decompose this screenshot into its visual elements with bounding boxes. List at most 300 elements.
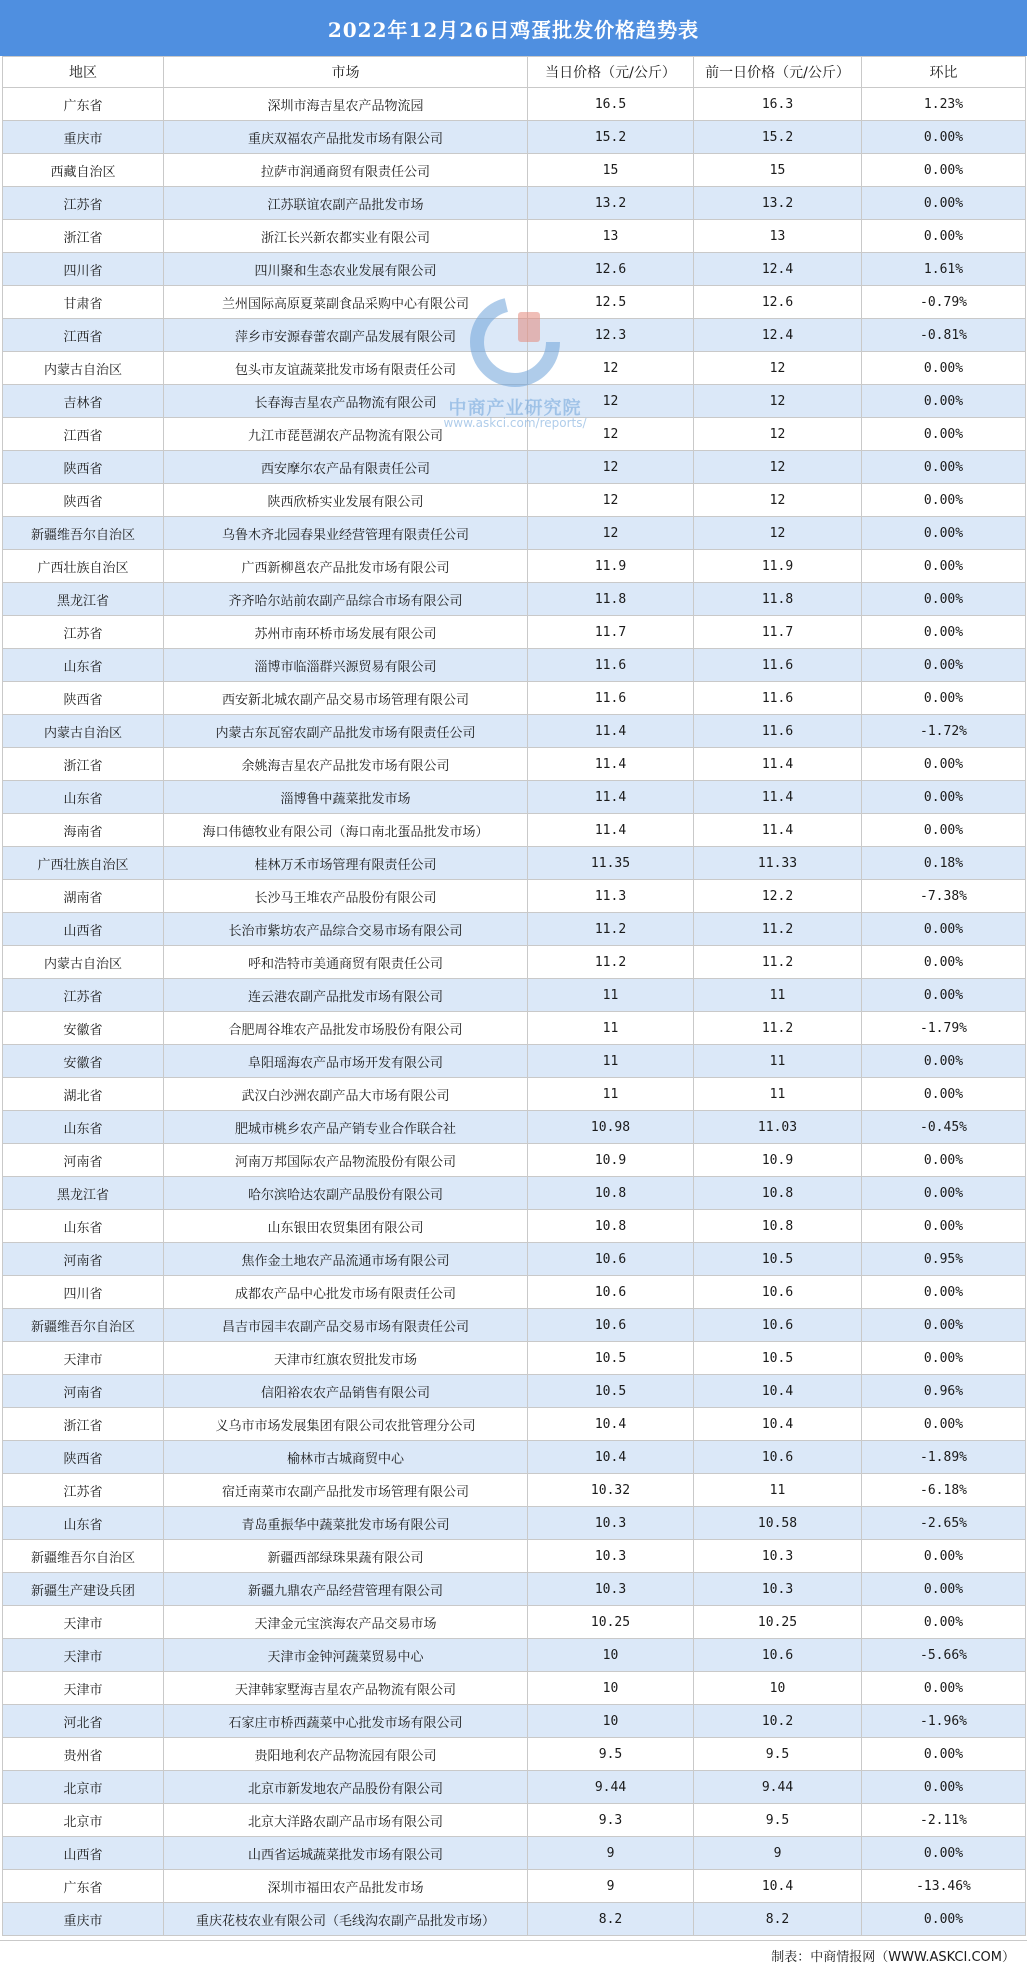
cell-market: 新疆西部绿珠果蔬有限公司 <box>164 1540 528 1573</box>
table-title: 2022年12月26日鸡蛋批发价格趋势表 <box>0 0 1027 56</box>
cell-ratio: 0.00% <box>862 1606 1026 1639</box>
cell-ratio: 0.18% <box>862 847 1026 880</box>
table-row <box>3 682 1026 715</box>
table-row <box>3 1210 1026 1243</box>
cell-ratio: 0.00% <box>862 1540 1026 1573</box>
cell-prev-price: 12 <box>694 385 862 418</box>
cell-market: 西安摩尔农产品有限责任公司 <box>164 451 528 484</box>
cell-market: 哈尔滨哈达农副产品股份有限公司 <box>164 1177 528 1210</box>
cell-region: 山东省 <box>3 1210 164 1243</box>
cell-ratio: 0.00% <box>862 154 1026 187</box>
cell-market: 内蒙古东瓦窑农副产品批发市场有限责任公司 <box>164 715 528 748</box>
table-row <box>3 880 1026 913</box>
cell-market: 陕西欣桥实业发展有限公司 <box>164 484 528 517</box>
cell-today-price: 9.44 <box>528 1771 694 1804</box>
table-row <box>3 517 1026 550</box>
cell-today-price: 12 <box>528 517 694 550</box>
cell-market: 西安新北城农副产品交易市场管理有限公司 <box>164 682 528 715</box>
cell-today-price: 10.32 <box>528 1474 694 1507</box>
cell-prev-price: 10.58 <box>694 1507 862 1540</box>
table-row <box>3 781 1026 814</box>
cell-ratio: -5.66% <box>862 1639 1026 1672</box>
table-row <box>3 1672 1026 1705</box>
cell-prev-price: 10.4 <box>694 1870 862 1903</box>
cell-ratio: 0.00% <box>862 1276 1026 1309</box>
cell-prev-price: 11.6 <box>694 715 862 748</box>
cell-region: 北京市 <box>3 1804 164 1837</box>
cell-today-price: 10.5 <box>528 1375 694 1408</box>
cell-today-price: 10.9 <box>528 1144 694 1177</box>
cell-region: 浙江省 <box>3 220 164 253</box>
table-row <box>3 979 1026 1012</box>
cell-today-price: 11 <box>528 1045 694 1078</box>
cell-ratio: -0.45% <box>862 1111 1026 1144</box>
cell-market: 武汉白沙洲农副产品大市场有限公司 <box>164 1078 528 1111</box>
table-row <box>3 1804 1026 1837</box>
cell-prev-price: 13 <box>694 220 862 253</box>
table-row <box>3 1276 1026 1309</box>
cell-today-price: 12 <box>528 484 694 517</box>
cell-market: 海口伟德牧业有限公司（海口南北蛋品批发市场） <box>164 814 528 847</box>
cell-region: 广西壮族自治区 <box>3 847 164 880</box>
cell-today-price: 9.3 <box>528 1804 694 1837</box>
cell-today-price: 9 <box>528 1837 694 1870</box>
cell-market: 北京市新发地农产品股份有限公司 <box>164 1771 528 1804</box>
cell-region: 陕西省 <box>3 484 164 517</box>
cell-prev-price: 10.4 <box>694 1408 862 1441</box>
cell-region: 天津市 <box>3 1672 164 1705</box>
cell-ratio: 0.00% <box>862 946 1026 979</box>
cell-ratio: 0.00% <box>862 418 1026 451</box>
cell-market: 新疆九鼎农产品经营管理有限公司 <box>164 1573 528 1606</box>
cell-region: 安徽省 <box>3 1012 164 1045</box>
cell-region: 吉林省 <box>3 385 164 418</box>
table-row <box>3 1474 1026 1507</box>
cell-market: 九江市琵琶湖农产品物流有限公司 <box>164 418 528 451</box>
cell-region: 新疆维吾尔自治区 <box>3 1309 164 1342</box>
cell-today-price: 10.4 <box>528 1408 694 1441</box>
cell-prev-price: 12.6 <box>694 286 862 319</box>
cell-market: 苏州市南环桥市场发展有限公司 <box>164 616 528 649</box>
cell-today-price: 11 <box>528 1078 694 1111</box>
table-row <box>3 1705 1026 1738</box>
cell-ratio: 0.00% <box>862 517 1026 550</box>
cell-ratio: -0.79% <box>862 286 1026 319</box>
cell-region: 江苏省 <box>3 187 164 220</box>
cell-prev-price: 10 <box>694 1672 862 1705</box>
cell-prev-price: 8.2 <box>694 1903 862 1936</box>
table-row <box>3 1375 1026 1408</box>
cell-prev-price: 12.4 <box>694 319 862 352</box>
table-row <box>3 1177 1026 1210</box>
cell-prev-price: 11.4 <box>694 748 862 781</box>
cell-today-price: 11.6 <box>528 649 694 682</box>
cell-market: 重庆双福农产品批发市场有限公司 <box>164 121 528 154</box>
table-row <box>3 253 1026 286</box>
cell-today-price: 11.3 <box>528 880 694 913</box>
cell-ratio: 0.00% <box>862 1672 1026 1705</box>
cell-ratio: 0.00% <box>862 352 1026 385</box>
cell-prev-price: 11 <box>694 1474 862 1507</box>
cell-market: 山东银田农贸集团有限公司 <box>164 1210 528 1243</box>
cell-ratio: -1.79% <box>862 1012 1026 1045</box>
cell-region: 天津市 <box>3 1606 164 1639</box>
cell-region: 陕西省 <box>3 1441 164 1474</box>
cell-market: 拉萨市润通商贸有限责任公司 <box>164 154 528 187</box>
cell-region: 江西省 <box>3 418 164 451</box>
cell-today-price: 15 <box>528 154 694 187</box>
cell-prev-price: 12.4 <box>694 253 862 286</box>
cell-prev-price: 11.2 <box>694 1012 862 1045</box>
cell-today-price: 12.5 <box>528 286 694 319</box>
cell-prev-price: 13.2 <box>694 187 862 220</box>
header-prev-price: 前一日价格（元/公斤） <box>694 57 862 88</box>
cell-ratio: 0.96% <box>862 1375 1026 1408</box>
cell-market: 长沙马王堆农产品股份有限公司 <box>164 880 528 913</box>
cell-region: 新疆生产建设兵团 <box>3 1573 164 1606</box>
cell-today-price: 10.6 <box>528 1276 694 1309</box>
cell-ratio: 0.00% <box>862 1408 1026 1441</box>
cell-prev-price: 9.44 <box>694 1771 862 1804</box>
cell-market: 肥城市桃乡农产品产销专业合作联合社 <box>164 1111 528 1144</box>
price-table-container <box>2 56 1025 1936</box>
cell-region: 西藏自治区 <box>3 154 164 187</box>
cell-ratio: 0.00% <box>862 913 1026 946</box>
cell-today-price: 10.25 <box>528 1606 694 1639</box>
cell-region: 山东省 <box>3 781 164 814</box>
cell-market: 萍乡市安源春蕾农副产品发展有限公司 <box>164 319 528 352</box>
table-row <box>3 1639 1026 1672</box>
cell-today-price: 11.4 <box>528 715 694 748</box>
cell-market: 贵阳地利农产品物流园有限公司 <box>164 1738 528 1771</box>
cell-region: 广东省 <box>3 88 164 121</box>
cell-region: 四川省 <box>3 253 164 286</box>
table-header-row <box>3 57 1026 88</box>
cell-today-price: 11.9 <box>528 550 694 583</box>
table-row <box>3 1573 1026 1606</box>
table-row <box>3 847 1026 880</box>
cell-ratio: -6.18% <box>862 1474 1026 1507</box>
table-row <box>3 715 1026 748</box>
cell-prev-price: 11.4 <box>694 781 862 814</box>
cell-prev-price: 10.8 <box>694 1177 862 1210</box>
table-row <box>3 1111 1026 1144</box>
cell-today-price: 10.3 <box>528 1573 694 1606</box>
cell-region: 内蒙古自治区 <box>3 715 164 748</box>
cell-prev-price: 11.4 <box>694 814 862 847</box>
cell-today-price: 11 <box>528 979 694 1012</box>
cell-ratio: 0.00% <box>862 583 1026 616</box>
cell-prev-price: 11 <box>694 1078 862 1111</box>
cell-region: 安徽省 <box>3 1045 164 1078</box>
cell-today-price: 10.6 <box>528 1309 694 1342</box>
watermark-url: www.askci.com/reports/ <box>443 416 587 430</box>
cell-market: 合肥周谷堆农产品批发市场股份有限公司 <box>164 1012 528 1045</box>
header-today-price: 当日价格（元/公斤） <box>528 57 694 88</box>
cell-prev-price: 11 <box>694 979 862 1012</box>
cell-prev-price: 11.03 <box>694 1111 862 1144</box>
cell-today-price: 10.4 <box>528 1441 694 1474</box>
table-row <box>3 550 1026 583</box>
cell-market: 重庆花枝农业有限公司（毛线沟农副产品批发市场） <box>164 1903 528 1936</box>
cell-region: 广西壮族自治区 <box>3 550 164 583</box>
cell-prev-price: 10.25 <box>694 1606 862 1639</box>
cell-market: 天津韩家墅海吉星农产品物流有限公司 <box>164 1672 528 1705</box>
cell-region: 河南省 <box>3 1375 164 1408</box>
cell-market: 连云港农副产品批发市场有限公司 <box>164 979 528 1012</box>
cell-market: 乌鲁木齐北园春果业经营管理有限责任公司 <box>164 517 528 550</box>
cell-region: 广东省 <box>3 1870 164 1903</box>
cell-today-price: 11.4 <box>528 814 694 847</box>
cell-today-price: 10.5 <box>528 1342 694 1375</box>
cell-today-price: 10 <box>528 1639 694 1672</box>
cell-ratio: 0.95% <box>862 1243 1026 1276</box>
cell-today-price: 10 <box>528 1705 694 1738</box>
cell-region: 重庆市 <box>3 121 164 154</box>
cell-region: 河南省 <box>3 1144 164 1177</box>
cell-prev-price: 10.2 <box>694 1705 862 1738</box>
cell-prev-price: 10.6 <box>694 1639 862 1672</box>
cell-market: 河南万邦国际农产品物流股份有限公司 <box>164 1144 528 1177</box>
cell-ratio: 0.00% <box>862 781 1026 814</box>
cell-prev-price: 11.6 <box>694 649 862 682</box>
cell-region: 重庆市 <box>3 1903 164 1936</box>
cell-region: 北京市 <box>3 1771 164 1804</box>
cell-today-price: 11.2 <box>528 913 694 946</box>
cell-market: 天津金元宝滨海农产品交易市场 <box>164 1606 528 1639</box>
cell-ratio: 0.00% <box>862 814 1026 847</box>
cell-today-price: 10.3 <box>528 1507 694 1540</box>
cell-region: 山东省 <box>3 649 164 682</box>
cell-region: 山西省 <box>3 913 164 946</box>
cell-region: 江西省 <box>3 319 164 352</box>
cell-ratio: 0.00% <box>862 550 1026 583</box>
cell-market: 天津市金钟河蔬菜贸易中心 <box>164 1639 528 1672</box>
cell-prev-price: 11.2 <box>694 913 862 946</box>
table-row <box>3 187 1026 220</box>
cell-prev-price: 11.8 <box>694 583 862 616</box>
cell-market: 信阳裕农农产品销售有限公司 <box>164 1375 528 1408</box>
table-row <box>3 385 1026 418</box>
cell-region: 江苏省 <box>3 616 164 649</box>
cell-region: 山西省 <box>3 1837 164 1870</box>
cell-today-price: 11.4 <box>528 748 694 781</box>
cell-prev-price: 11 <box>694 1045 862 1078</box>
cell-market: 桂林万禾市场管理有限责任公司 <box>164 847 528 880</box>
cell-ratio: -0.81% <box>862 319 1026 352</box>
table-row <box>3 1837 1026 1870</box>
table-row <box>3 1243 1026 1276</box>
header-market: 市场 <box>164 57 528 88</box>
cell-market: 齐齐哈尔站前农副产品综合市场有限公司 <box>164 583 528 616</box>
cell-ratio: 0.00% <box>862 1837 1026 1870</box>
table-body <box>3 88 1026 1936</box>
table-row <box>3 121 1026 154</box>
cell-region: 湖北省 <box>3 1078 164 1111</box>
cell-market: 深圳市海吉星农产品物流园 <box>164 88 528 121</box>
table-row <box>3 913 1026 946</box>
cell-ratio: 0.00% <box>862 649 1026 682</box>
cell-prev-price: 15 <box>694 154 862 187</box>
cell-region: 天津市 <box>3 1342 164 1375</box>
cell-ratio: 0.00% <box>862 1144 1026 1177</box>
table-row <box>3 649 1026 682</box>
cell-region: 江苏省 <box>3 1474 164 1507</box>
cell-today-price: 15.2 <box>528 121 694 154</box>
cell-prev-price: 12 <box>694 352 862 385</box>
cell-market: 淄博市临淄群兴源贸易有限公司 <box>164 649 528 682</box>
cell-prev-price: 15.2 <box>694 121 862 154</box>
cell-ratio: -1.89% <box>862 1441 1026 1474</box>
cell-market: 兰州国际高原夏菜副食品采购中心有限公司 <box>164 286 528 319</box>
cell-today-price: 11.35 <box>528 847 694 880</box>
cell-market: 淄博鲁中蔬菜批发市场 <box>164 781 528 814</box>
table-row <box>3 1507 1026 1540</box>
table-row <box>3 1012 1026 1045</box>
cell-ratio: 0.00% <box>862 1210 1026 1243</box>
cell-ratio: 0.00% <box>862 748 1026 781</box>
table-row <box>3 154 1026 187</box>
table-row <box>3 1144 1026 1177</box>
cell-prev-price: 10.6 <box>694 1441 862 1474</box>
cell-prev-price: 9 <box>694 1837 862 1870</box>
cell-today-price: 10.98 <box>528 1111 694 1144</box>
table-row <box>3 319 1026 352</box>
cell-ratio: 0.00% <box>862 385 1026 418</box>
cell-prev-price: 10.9 <box>694 1144 862 1177</box>
table-row <box>3 220 1026 253</box>
cell-ratio: 0.00% <box>862 1078 1026 1111</box>
cell-prev-price: 11.2 <box>694 946 862 979</box>
cell-region: 天津市 <box>3 1639 164 1672</box>
cell-region: 浙江省 <box>3 1408 164 1441</box>
table-row <box>3 1441 1026 1474</box>
cell-market: 包头市友谊蔬菜批发市场有限责任公司 <box>164 352 528 385</box>
cell-ratio: 0.00% <box>862 1903 1026 1936</box>
cell-region: 新疆维吾尔自治区 <box>3 1540 164 1573</box>
cell-ratio: 0.00% <box>862 484 1026 517</box>
cell-ratio: 0.00% <box>862 1177 1026 1210</box>
table-row <box>3 1903 1026 1936</box>
table-row <box>3 748 1026 781</box>
cell-region: 海南省 <box>3 814 164 847</box>
cell-prev-price: 10.3 <box>694 1573 862 1606</box>
cell-ratio: 0.00% <box>862 1309 1026 1342</box>
table-row <box>3 1540 1026 1573</box>
cell-today-price: 13 <box>528 220 694 253</box>
cell-market: 长治市紫坊农产品综合交易市场有限公司 <box>164 913 528 946</box>
table-row <box>3 418 1026 451</box>
table-row <box>3 1045 1026 1078</box>
cell-today-price: 9 <box>528 1870 694 1903</box>
cell-ratio: -1.72% <box>862 715 1026 748</box>
cell-region: 新疆维吾尔自治区 <box>3 517 164 550</box>
cell-ratio: 0.00% <box>862 1771 1026 1804</box>
cell-ratio: 0.00% <box>862 451 1026 484</box>
cell-market: 成都农产品中心批发市场有限责任公司 <box>164 1276 528 1309</box>
cell-market: 天津市红旗农贸批发市场 <box>164 1342 528 1375</box>
cell-ratio: -13.46% <box>862 1870 1026 1903</box>
cell-prev-price: 16.3 <box>694 88 862 121</box>
table-row <box>3 352 1026 385</box>
table-row <box>3 814 1026 847</box>
cell-ratio: 0.00% <box>862 616 1026 649</box>
cell-prev-price: 12 <box>694 418 862 451</box>
cell-today-price: 11.4 <box>528 781 694 814</box>
cell-today-price: 10.3 <box>528 1540 694 1573</box>
cell-market: 深圳市福田农产品批发市场 <box>164 1870 528 1903</box>
table-row <box>3 451 1026 484</box>
cell-market: 江苏联谊农副产品批发市场 <box>164 187 528 220</box>
cell-region: 黑龙江省 <box>3 1177 164 1210</box>
table-row <box>3 1606 1026 1639</box>
cell-ratio: 0.00% <box>862 220 1026 253</box>
header-region: 地区 <box>3 57 164 88</box>
cell-today-price: 11.8 <box>528 583 694 616</box>
cell-market: 宿迁南菜市农副产品批发市场管理有限公司 <box>164 1474 528 1507</box>
cell-today-price: 12 <box>528 451 694 484</box>
cell-market: 余姚海吉星农产品批发市场有限公司 <box>164 748 528 781</box>
cell-region: 黑龙江省 <box>3 583 164 616</box>
cell-market: 青岛重振华中蔬菜批发市场有限公司 <box>164 1507 528 1540</box>
table-row <box>3 1738 1026 1771</box>
cell-market: 浙江长兴新农都实业有限公司 <box>164 220 528 253</box>
cell-region: 内蒙古自治区 <box>3 946 164 979</box>
cell-prev-price: 11.33 <box>694 847 862 880</box>
cell-today-price: 12 <box>528 418 694 451</box>
cell-market: 榆林市古城商贸中心 <box>164 1441 528 1474</box>
cell-region: 贵州省 <box>3 1738 164 1771</box>
table-row <box>3 1342 1026 1375</box>
cell-region: 甘肃省 <box>3 286 164 319</box>
watermark-text: 中商产业研究院 <box>448 398 582 419</box>
cell-prev-price: 10.5 <box>694 1342 862 1375</box>
cell-market: 焦作金土地农产品流通市场有限公司 <box>164 1243 528 1276</box>
cell-prev-price: 12 <box>694 517 862 550</box>
cell-region: 山东省 <box>3 1111 164 1144</box>
cell-market: 广西新柳邕农产品批发市场有限公司 <box>164 550 528 583</box>
cell-region: 四川省 <box>3 1276 164 1309</box>
cell-market: 昌吉市园丰农副产品交易市场有限责任公司 <box>164 1309 528 1342</box>
cell-ratio: 0.00% <box>862 1738 1026 1771</box>
cell-market: 阜阳瑶海农产品市场开发有限公司 <box>164 1045 528 1078</box>
cell-prev-price: 12 <box>694 451 862 484</box>
cell-prev-price: 11.9 <box>694 550 862 583</box>
table-row <box>3 1870 1026 1903</box>
cell-prev-price: 9.5 <box>694 1804 862 1837</box>
cell-prev-price: 11.7 <box>694 616 862 649</box>
cell-prev-price: 10.8 <box>694 1210 862 1243</box>
cell-today-price: 10 <box>528 1672 694 1705</box>
table-row <box>3 88 1026 121</box>
footer-source: 制表：中商情报网（WWW.ASKCI.COM） <box>0 1940 1027 1969</box>
table-row <box>3 616 1026 649</box>
cell-ratio: 0.00% <box>862 1342 1026 1375</box>
cell-today-price: 9.5 <box>528 1738 694 1771</box>
cell-market: 山西省运城蔬菜批发市场有限公司 <box>164 1837 528 1870</box>
cell-market: 义乌市市场发展集团有限公司农批管理分公司 <box>164 1408 528 1441</box>
cell-region: 湖南省 <box>3 880 164 913</box>
cell-region: 江苏省 <box>3 979 164 1012</box>
cell-today-price: 12 <box>528 352 694 385</box>
cell-ratio: -7.38% <box>862 880 1026 913</box>
cell-prev-price: 10.3 <box>694 1540 862 1573</box>
cell-ratio: 1.61% <box>862 253 1026 286</box>
cell-region: 陕西省 <box>3 451 164 484</box>
cell-prev-price: 11.6 <box>694 682 862 715</box>
cell-ratio: 1.23% <box>862 88 1026 121</box>
table-row <box>3 1771 1026 1804</box>
